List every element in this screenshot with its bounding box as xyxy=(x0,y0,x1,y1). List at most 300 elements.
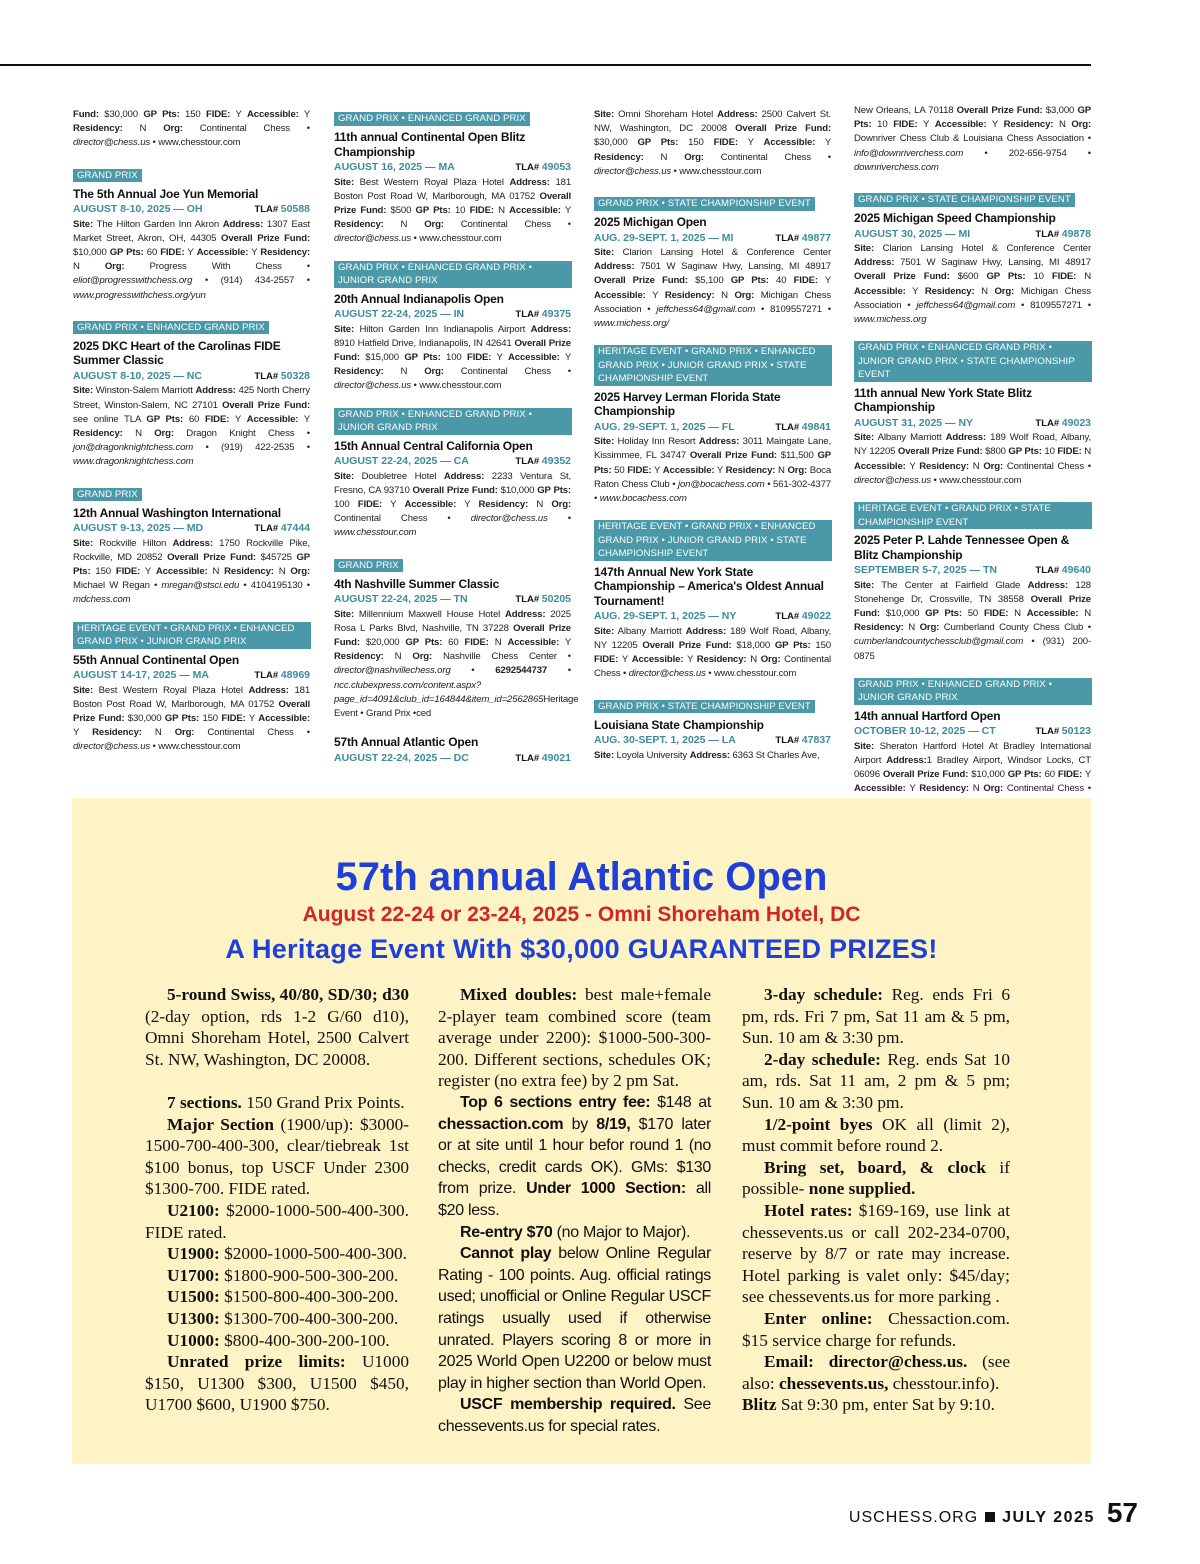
event-date: AUGUST 22-24, 2025 — IN xyxy=(334,308,465,321)
ad-text: below Online Regular Rating - 100 points. Aug. official ratings used; unofficial or Online Regular USCF ratings usually used if otherwise unrated. Players scoring 8 or more in 2025 World Open U2200 or below must play in higher section than World Open. xyxy=(438,1245,712,1392)
detail-key: Site: xyxy=(334,176,355,188)
event-date-row xyxy=(594,733,831,749)
detail-value: Best Western Royal Plaza Hotel xyxy=(93,684,249,696)
listing-column-1 xyxy=(73,108,310,769)
ad-bold-lead: chessaction.com xyxy=(438,1115,564,1133)
event-listing xyxy=(854,104,1091,175)
detail-key: Accessible: xyxy=(854,460,906,472)
event-details xyxy=(334,470,571,541)
detail-key: FIDE: xyxy=(713,137,738,149)
ad-text: $800-400-300-200-100. xyxy=(219,1330,390,1350)
event-date-row xyxy=(334,592,571,608)
detail-key: Org: xyxy=(424,219,444,231)
event-listing xyxy=(334,408,571,541)
detail-key: FIDE: xyxy=(793,275,818,287)
contact-link[interactable]: director@chess.us xyxy=(73,741,151,753)
ad-bold-lead: 8/19, xyxy=(596,1115,631,1133)
event-title: 12th Annual Washington International xyxy=(73,505,281,520)
contact-link[interactable]: www.bocachess.com xyxy=(599,493,687,505)
detail-value: Albany Marriott xyxy=(614,625,686,637)
ad-bold-lead: Blitz xyxy=(742,1395,777,1415)
event-tla-number xyxy=(515,160,571,176)
event-title: 57th Annual Atlantic Open xyxy=(334,735,479,750)
ad-text: Reg. ends Fri 6 pm, rds. Fri 7 pm, Sat 11 am & 5 pm, Sun. 10 am & 3:30 pm. xyxy=(742,985,1010,1048)
ad-text: (2-day option, rds 1-2 G/60 d10), Omni Shoreham Hotel, 2500 Calvert St. NW, Washington, DC 20008. xyxy=(145,1006,409,1069)
detail-value: $3,000 xyxy=(1042,105,1078,116)
detail-key: Overall Prize Fund: xyxy=(854,271,950,283)
detail-key: Address: xyxy=(945,432,987,444)
detail-value: • (914) 434-2557 • xyxy=(192,275,310,287)
event-title: 2025 DKC Heart of the Carolinas FIDE Summer Classic xyxy=(73,338,281,368)
detail-key: FIDE: xyxy=(893,119,918,131)
contact-link[interactable]: director@chess.us xyxy=(854,474,932,486)
tla-prefix: TLA# xyxy=(1035,228,1062,240)
detail-key: Site: xyxy=(594,109,615,120)
ad-text: Sat 9:30 pm, enter Sat by 9:10. xyxy=(776,1395,995,1415)
detail-value: The Center at Fairfield Glade xyxy=(874,579,1028,591)
ad-paragraph xyxy=(742,1049,1010,1114)
detail-value: N xyxy=(1053,119,1072,131)
tla-prefix: TLA# xyxy=(254,204,281,216)
detail-value: 6363 St Charles Ave, xyxy=(729,749,820,761)
detail-value: N xyxy=(383,366,425,378)
detail-key: Accessible: xyxy=(196,247,249,259)
ad-text: $148 at xyxy=(650,1093,711,1111)
ad-bold-lead: U1900: xyxy=(167,1244,220,1264)
detail-value: • www.chesstour.com xyxy=(931,474,1022,486)
event-details xyxy=(594,435,831,506)
event-date-row xyxy=(73,668,310,684)
detail-key: FIDE: xyxy=(1057,769,1083,781)
detail-key: FIDE: xyxy=(115,565,141,577)
detail-value: N xyxy=(1008,607,1027,619)
ad-paragraph xyxy=(742,1200,1010,1308)
event-category-tag: HERITAGE EVENT • GRAND PRIX • STATE CHAMPIONSHIP EVENT xyxy=(854,502,1092,529)
detail-value: Y xyxy=(905,783,920,795)
event-details xyxy=(334,323,571,394)
contact-link[interactable]: director@chess.us xyxy=(73,137,151,149)
contact-link[interactable]: www.michess.org/ xyxy=(594,318,669,330)
detail-value: 8910 Hatfield Drive, Indianapolis, IN 42641 xyxy=(334,337,515,349)
contact-link[interactable]: jon@bocachess.com xyxy=(678,478,765,490)
event-category-tag: GRAND PRIX • STATE CHAMPIONSHIP EVENT xyxy=(854,193,1075,207)
tla-value: 49023 xyxy=(1061,416,1091,429)
detail-key: GP Pts: xyxy=(404,351,441,363)
event-category-tag: GRAND PRIX • ENHANCED GRAND PRIX • JUNIOR GRAND PRIX • STATE CHAMPIONSHIP EVENT xyxy=(854,341,1092,382)
detail-key: GP Pts: xyxy=(730,275,769,287)
event-category-tag: GRAND PRIX • ENHANCED GRAND PRIX • JUNIOR GRAND PRIX xyxy=(854,678,1092,705)
event-category-tag: HERITAGE EVENT • GRAND PRIX • ENHANCED GRAND PRIX • JUNIOR GRAND PRIX • STATE CHAMPIONSHIP EVENT xyxy=(594,520,832,561)
detail-value: Y xyxy=(298,109,310,120)
ad-paragraph xyxy=(438,984,711,1092)
event-category-tag: GRAND PRIX • ENHANCED GRAND PRIX • JUNIOR GRAND PRIX xyxy=(334,261,572,288)
detail-value: 60 xyxy=(143,247,161,259)
detail-key: Residency: xyxy=(334,366,384,378)
detail-key: Overall Prize Fund: xyxy=(221,232,310,244)
ad-paragraph xyxy=(438,1092,711,1222)
detail-key: Address: xyxy=(854,257,895,269)
event-listing xyxy=(73,108,310,151)
event-category-tag: GRAND PRIX • STATE CHAMPIONSHIP EVENT xyxy=(594,197,815,211)
event-tla-number xyxy=(515,307,571,323)
event-date: AUGUST 31, 2025 — NY xyxy=(854,416,974,429)
detail-value: • 4104195130 • xyxy=(239,580,310,592)
detail-value: Y xyxy=(560,204,571,216)
event-date-row xyxy=(854,416,1091,432)
event-tla-number xyxy=(515,592,571,608)
ad-bold-lead: Email: director@chess.us. xyxy=(764,1352,968,1372)
event-date: AUGUST 30, 2025 — MI xyxy=(854,227,971,240)
ad-bold-lead: Hotel rates: xyxy=(764,1200,853,1220)
detail-value: 181 Boston Post Road W, Marlborough, MA 01752 xyxy=(334,176,572,202)
ad-bold-lead: Re-entry $70 xyxy=(460,1223,553,1241)
detail-key: Overall Prize Fund: xyxy=(594,275,688,287)
event-listing xyxy=(594,345,831,506)
detail-value: 1307 East Market Street, Akron, OH, 44305 xyxy=(73,218,310,244)
detail-key: GP Pts: xyxy=(774,639,811,651)
event-title: 2025 Peter P. Lahde Tennessee Open & Blitz Championship xyxy=(854,533,1070,562)
detail-key: GP Pts: xyxy=(1008,446,1042,458)
detail-value: Loyola University xyxy=(614,749,690,761)
event-date-row xyxy=(73,202,310,218)
event-details xyxy=(854,431,1091,488)
detail-value: Y xyxy=(1082,769,1091,781)
ad-paragraph xyxy=(145,1200,409,1243)
detail-value: Downriver Chess Club & Louisiana Chess Association • xyxy=(854,133,1091,145)
ad-paragraph xyxy=(742,1308,1010,1351)
event-category-tag: GRAND PRIX • ENHANCED GRAND PRIX xyxy=(73,321,269,335)
event-listing xyxy=(854,341,1091,488)
event-category-tag: GRAND PRIX • ENHANCED GRAND PRIX xyxy=(334,112,530,126)
event-listing xyxy=(854,678,1091,811)
ad-bold-lead: none supplied. xyxy=(808,1179,916,1199)
detail-value: Cumberland County Chess Club • xyxy=(939,622,1091,634)
detail-value: Heritage Event • Grand Prix •ced xyxy=(334,693,579,719)
detail-value: 50 xyxy=(611,464,628,476)
ad-text: 150 Grand Prix Points. xyxy=(241,1092,405,1112)
detail-value: Y xyxy=(73,727,93,739)
detail-key: Accessible: xyxy=(763,137,816,149)
detail-key: Org: xyxy=(760,654,781,666)
detail-value: 1 Bradley Airport, Windsor Locks, CT 06096 xyxy=(854,754,1091,781)
detail-key: 6292544737 xyxy=(495,665,548,677)
contact-link[interactable]: info@downriverchess.com xyxy=(854,147,964,159)
detail-key: GP Pts: xyxy=(164,712,200,724)
detail-key: Overall Prize Fund: xyxy=(334,190,571,216)
ad-heritage-line: A Heritage Event With $30,000 GUARANTEED PRIZES! xyxy=(225,934,938,964)
event-tla-number xyxy=(1035,563,1091,579)
header-rule xyxy=(0,64,1091,66)
contact-link[interactable]: director@chess.us xyxy=(628,668,706,680)
event-details xyxy=(73,218,310,303)
event-details xyxy=(334,176,571,247)
detail-value: $30,000 xyxy=(594,137,638,149)
ad-bold-lead: Top 6 sections entry fee: xyxy=(460,1093,651,1111)
detail-key: Org: xyxy=(684,151,704,163)
detail-key: FIDE: xyxy=(357,498,383,510)
contact-link[interactable]: www.chesstour.com xyxy=(334,527,417,539)
contact-link[interactable]: cumberlandcountychessclub@gmail.com xyxy=(854,636,1024,648)
detail-key: Site: xyxy=(854,740,875,752)
contact-link[interactable]: director@chess.us xyxy=(334,233,412,245)
detail-value: 100 xyxy=(334,498,358,510)
contact-link[interactable]: ncc.clubexpress.com/content.aspx?page_id=4091&club_id=164844&item_id=2562865 xyxy=(334,679,544,705)
detail-value: Y xyxy=(683,654,697,666)
detail-key: GP Pts: xyxy=(73,551,310,577)
ad-paragraph xyxy=(145,1114,409,1200)
detail-value: Y xyxy=(140,565,156,577)
detail-key: Accessible: xyxy=(508,351,560,363)
contact-link[interactable]: www.michess.org xyxy=(854,314,927,326)
detail-value: Doubletree Hotel xyxy=(354,470,444,482)
event-details xyxy=(594,246,831,331)
detail-value: Y xyxy=(618,654,632,666)
detail-value: Continental Chess • xyxy=(443,366,571,378)
footer-issue: JULY 2025 xyxy=(1002,1509,1095,1526)
detail-key: Org: xyxy=(734,289,755,301)
detail-value: N xyxy=(1081,446,1091,458)
detail-value: Y xyxy=(456,498,479,510)
event-date: OCTOBER 10-12, 2025 — CT xyxy=(854,725,996,738)
event-details xyxy=(594,749,831,763)
ad-bold-lead: U2100: xyxy=(167,1200,220,1220)
tla-prefix: TLA# xyxy=(1035,565,1062,577)
detail-key: Accessible: xyxy=(934,119,987,131)
detail-value: 189 Wolf Road, Albany, NY 12205 xyxy=(594,625,832,651)
detail-value: 189 Wolf Road, Albany, NY 12205 xyxy=(854,432,1092,458)
event-listing xyxy=(854,502,1091,664)
detail-key: Address: xyxy=(222,218,264,230)
event-listing xyxy=(594,108,831,179)
detail-value: Y xyxy=(382,498,405,510)
tla-value: 49352 xyxy=(541,455,571,468)
contact-link[interactable]: mdchess.com xyxy=(73,594,131,606)
event-title: Louisiana State Championship xyxy=(594,717,764,732)
detail-key: Overall Prize Fund: xyxy=(735,123,831,135)
detail-value: 7501 W Saginaw Hwy, Lansing, MI 48917 xyxy=(634,261,831,273)
detail-value: N xyxy=(643,151,685,163)
detail-key: Address: xyxy=(685,625,727,637)
detail-key: Org: xyxy=(983,460,1003,472)
detail-value: Y xyxy=(815,137,831,149)
event-details xyxy=(73,537,310,608)
contact-link[interactable]: eliot@progresswithchess.org xyxy=(73,275,193,287)
contact-link[interactable]: director@nashvillechess.org xyxy=(334,665,451,677)
ad-bold-lead: Cannot play xyxy=(460,1245,552,1263)
detail-key: Address: xyxy=(172,537,213,549)
detail-key: Org: xyxy=(994,285,1015,297)
detail-key: Org: xyxy=(412,651,433,663)
detail-value: • www.chesstour.com xyxy=(671,165,762,177)
event-date-row xyxy=(73,369,310,385)
contact-link[interactable]: director@chess.us xyxy=(594,165,672,177)
ad-bold-lead: Bring set, board, & clock xyxy=(764,1157,986,1177)
contact-link[interactable]: www.progresswithchess.org/yun xyxy=(73,289,206,301)
event-listing xyxy=(334,261,571,394)
detail-value: 1750 Rockville Pike, Rockville, MD 20852 xyxy=(73,537,310,563)
detail-key: Overall Prize Fund: xyxy=(334,337,571,363)
detail-value: 7501 W Saginaw Hwy, Lansing, MI 48917 xyxy=(894,257,1091,269)
detail-value: $15,000 xyxy=(359,351,405,363)
detail-value: Y xyxy=(737,137,764,149)
detail-key: GP Pts: xyxy=(109,247,144,259)
detail-key: Address: xyxy=(509,176,550,188)
detail-value: • www.chesstour.com xyxy=(411,380,502,392)
detail-value: 10 xyxy=(1041,446,1058,458)
contact-link[interactable]: jon@dragonknightchess.com xyxy=(73,442,194,454)
detail-key: Overall Prize Fund: xyxy=(854,593,1091,619)
detail-key: Address: xyxy=(1027,579,1069,591)
detail-key: Accessible: xyxy=(631,654,684,666)
detail-key: GP Pts: xyxy=(854,105,1091,131)
detail-value: 100 xyxy=(440,351,467,363)
event-title: 2025 Michigan Open xyxy=(594,215,707,230)
detail-key: Site: xyxy=(594,436,615,448)
detail-value: Progress With Chess • xyxy=(124,261,310,273)
ad-paragraph xyxy=(742,1351,1010,1394)
detail-key: Residency: xyxy=(919,460,969,472)
detail-value: Dragon Knight Chess • xyxy=(173,427,310,439)
event-tla-number xyxy=(1035,416,1091,432)
event-title: 147th Annual New York State Championship – America's Oldest Annual Tournament! xyxy=(594,564,824,608)
detail-value: Y xyxy=(559,636,571,648)
detail-value: Boca Raton Chess Club • xyxy=(594,464,832,490)
contact-link[interactable]: downriverchess.com xyxy=(854,161,939,173)
detail-value: • www.chesstour.com xyxy=(411,233,502,245)
event-date-row xyxy=(854,724,1091,740)
ad-text: U1000 $150, U1300 $300, U1500 $450, U1700 $600, U1900 $750. xyxy=(145,1352,409,1415)
detail-value: Nashville Chess Center • xyxy=(432,651,572,663)
detail-key: Address: xyxy=(717,109,758,120)
event-tla-number xyxy=(515,751,571,767)
event-date-row xyxy=(594,420,831,436)
tla-value: 48969 xyxy=(280,669,310,682)
event-date: AUG. 29-SEPT. 1, 2025 — FL xyxy=(594,420,735,433)
contact-link[interactable]: director@chess.us xyxy=(334,380,412,392)
contact-link[interactable]: mregan@stsci.edu xyxy=(161,580,240,592)
event-category-tag: GRAND PRIX • STATE CHAMPIONSHIP EVENT xyxy=(594,700,815,714)
tla-value: 47444 xyxy=(280,522,310,535)
detail-value: 150 xyxy=(199,712,222,724)
listing-column-2 xyxy=(334,108,579,780)
detail-value: Y xyxy=(184,247,197,259)
detail-value: Y xyxy=(245,712,259,724)
detail-key: GP Pts: xyxy=(986,271,1026,283)
event-title: 2025 Harvey Lerman Florida State Championship xyxy=(594,389,781,419)
tla-value: 49640 xyxy=(1061,564,1091,577)
tla-value: 49877 xyxy=(801,231,831,244)
detail-key: Residency: xyxy=(334,651,384,663)
detail-key: Org: xyxy=(174,727,195,739)
detail-value: N xyxy=(488,636,508,648)
ad-text: chesstour.info). xyxy=(888,1373,1000,1393)
tla-prefix: TLA# xyxy=(515,752,542,764)
detail-value: • 202-656-9754 • xyxy=(963,147,1091,159)
detail-key: FIDE: xyxy=(221,712,246,724)
detail-value: Y xyxy=(229,413,247,425)
event-tla-number xyxy=(1035,227,1091,243)
ad-text: $170 later or at site until 1 hour befor round 1 (no checks, credit cards OK). GMs: $130 from prize. xyxy=(438,1115,711,1198)
event-category-tag: GRAND PRIX xyxy=(73,488,142,502)
ad-paragraph xyxy=(145,1265,409,1287)
event-tla-number xyxy=(254,521,310,537)
event-date: AUGUST 22-24, 2025 — DC xyxy=(334,751,469,764)
contact-link[interactable]: director@chess.us xyxy=(470,513,548,525)
ad-paragraph xyxy=(145,1351,409,1416)
detail-value: Millennium Maxwell House Hotel xyxy=(354,608,505,620)
detail-value: $11,500 xyxy=(776,450,818,462)
detail-value: Y xyxy=(817,275,831,287)
detail-key: Overall Prize Fund: xyxy=(897,446,983,458)
contact-link[interactable]: jeffchess64@gmail.com xyxy=(656,303,756,315)
event-title: 14th annual Hartford Open xyxy=(854,708,1001,723)
event-details xyxy=(854,104,1091,175)
detail-key: Residency: xyxy=(664,289,715,301)
detail-key: Overall Prize Fund: xyxy=(956,105,1043,116)
detail-key: Address: xyxy=(594,261,635,273)
detail-value: Winston-Salem Marriott xyxy=(93,385,196,397)
detail-key: Accessible: xyxy=(1026,607,1079,619)
detail-key: Address: xyxy=(886,754,927,766)
ad-text: Reg. ends Sat 10 am, rds. Sat 11 am, 2 pm & 5 pm; Sun. 10 am & 3:30 pm. xyxy=(742,1049,1010,1112)
detail-value: N xyxy=(968,783,984,795)
event-date: AUGUST 9-13, 2025 — MD xyxy=(73,522,204,535)
contact-link[interactable]: jeffchess64@gmail.com xyxy=(916,299,1016,311)
detail-value: Clarion Lansing Hotel & Conference Center xyxy=(614,247,831,259)
footer-site: USCHESS.ORG xyxy=(848,1509,979,1526)
page-number: 57 xyxy=(1106,1497,1138,1528)
event-listing xyxy=(73,165,310,303)
ad-text: all $20 less. xyxy=(438,1180,711,1219)
detail-value: Michael W Regan • xyxy=(73,580,162,592)
detail-key: Accessible: xyxy=(404,498,457,510)
ad-bold-lead: 1/2-point byes xyxy=(764,1114,873,1134)
detail-key: GP Pts: xyxy=(146,413,184,425)
detail-key: Address: xyxy=(195,385,236,397)
event-date: AUG. 29-SEPT. 1, 2025 — NY xyxy=(594,610,737,623)
detail-value: N xyxy=(493,204,510,216)
detail-value: $500 xyxy=(386,204,416,216)
event-listing xyxy=(854,189,1091,327)
event-details xyxy=(73,384,310,469)
detail-value: Albany Marriott xyxy=(874,432,946,444)
contact-link[interactable]: www.dragonknightchess.com xyxy=(73,456,194,468)
detail-key: FIDE: xyxy=(594,654,619,666)
ad-bold-lead: U1000: xyxy=(167,1330,220,1350)
event-date-row xyxy=(854,227,1091,243)
detail-value: Y xyxy=(986,119,1004,131)
detail-key: Address: xyxy=(248,684,289,696)
detail-value: 150 xyxy=(90,565,116,577)
detail-value: Continental Chess • xyxy=(1003,783,1091,795)
detail-key: Accessible: xyxy=(246,413,299,425)
detail-value: 2500 Calvert St. NW, Washington, DC 20008 xyxy=(594,109,831,135)
ad-text: $1300-700-400-300-200. xyxy=(219,1308,399,1328)
event-title: 4th Nashville Summer Classic xyxy=(334,576,500,591)
ad-paragraph xyxy=(742,984,1010,1049)
detail-key: Address: xyxy=(689,749,730,761)
detail-value: • 8109557271 • xyxy=(755,303,831,315)
event-title: 11th annual New York State Blitz Championship xyxy=(854,385,1032,415)
tla-prefix: TLA# xyxy=(254,670,281,682)
detail-value: N xyxy=(974,285,995,297)
detail-key: Overall Prize Fund: xyxy=(222,399,310,411)
detail-value: Continental Chess • xyxy=(594,654,832,680)
detail-value: Y xyxy=(651,464,663,476)
page-footer xyxy=(849,1497,1138,1529)
detail-value: • www.chesstour.com xyxy=(705,668,797,680)
detail-key: Site: xyxy=(73,218,94,230)
